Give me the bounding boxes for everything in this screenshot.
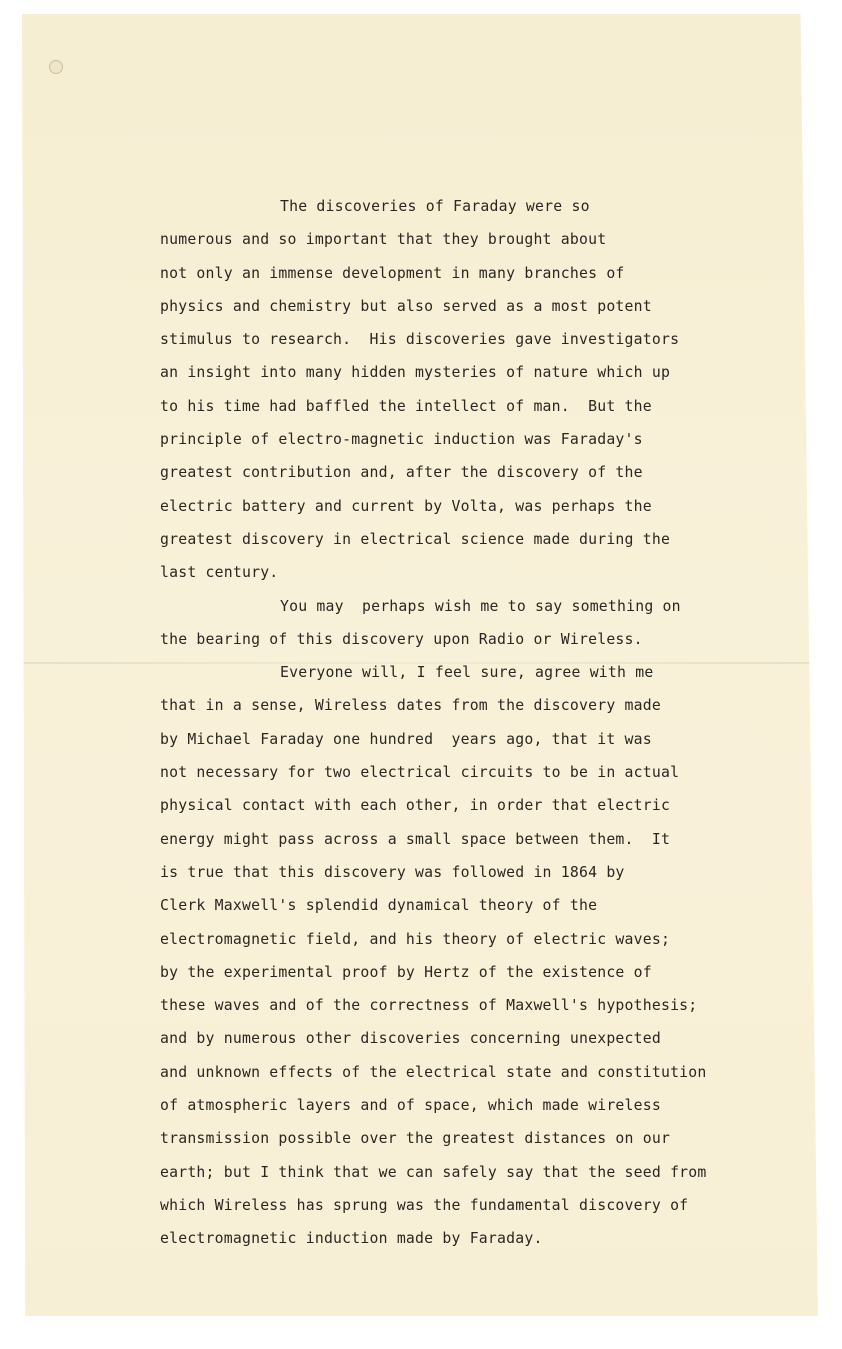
text-line: that in a sense, Wireless dates from the discovery made (160, 697, 661, 715)
text-line: transmission possible over the greatest distances on our (160, 1130, 671, 1148)
typewritten-text (160, 190, 780, 1256)
text-line: not only an immense development in many branches of (160, 264, 625, 282)
text-line: and by numerous other discoveries concerning unexpected (160, 1030, 661, 1048)
text-line: earth; but I think that we can safely say that the seed from (160, 1163, 707, 1181)
text-line: physical contact with each other, in order that electric (160, 797, 671, 815)
text-line: Everyone will, I feel sure, agree with me (280, 664, 654, 682)
text-line: principle of electro-magnetic induction was Faraday's (160, 431, 643, 449)
text-line: Clerk Maxwell's splendid dynamical theory of the (160, 897, 598, 915)
text-line: an insight into many hidden mysteries of nature which up (160, 364, 671, 382)
text-line: is true that this discovery was followed in 1864 by (160, 863, 625, 881)
punch-hole (49, 60, 63, 74)
text-line: electromagnetic induction made by Faraday. (160, 1230, 543, 1248)
text-line: last century. (160, 564, 279, 582)
text-line: greatest discovery in electrical science made during the (160, 530, 671, 548)
text-line: greatest contribution and, after the discovery of the (160, 464, 643, 482)
text-line: The discoveries of Faraday were so (280, 198, 590, 215)
text-line: physics and chemistry but also served as a most potent (160, 297, 652, 315)
text-line: these waves and of the correctness of Maxwell's hypothesis; (160, 997, 698, 1015)
text-line: energy might pass across a small space between them. It (160, 830, 671, 848)
text-line: electromagnetic field, and his theory of electric waves; (160, 930, 671, 948)
text-line: numerous and so important that they brought about (160, 231, 607, 249)
text-line: by Michael Faraday one hundred years ago, that it was (160, 730, 652, 748)
text-line: to his time had baffled the intellect of man. But the (160, 397, 652, 415)
text-line: the bearing of this discovery upon Radio or Wireless. (160, 630, 643, 648)
text-line: not necessary for two electrical circuits to be in actual (160, 764, 680, 782)
text-line: electric battery and current by Volta, was perhaps the (160, 497, 652, 515)
text-line: of atmospheric layers and of space, which made wireless (160, 1097, 661, 1115)
text-line: You may perhaps wish me to say something on (280, 597, 681, 615)
text-line: and unknown effects of the electrical state and constitution (160, 1063, 707, 1081)
text-line: which Wireless has sprung was the fundamental discovery of (160, 1196, 689, 1214)
text-line: stimulus to research. His discoveries gave investigators (160, 331, 680, 349)
text-line: by the experimental proof by Hertz of the existence of (160, 963, 652, 981)
